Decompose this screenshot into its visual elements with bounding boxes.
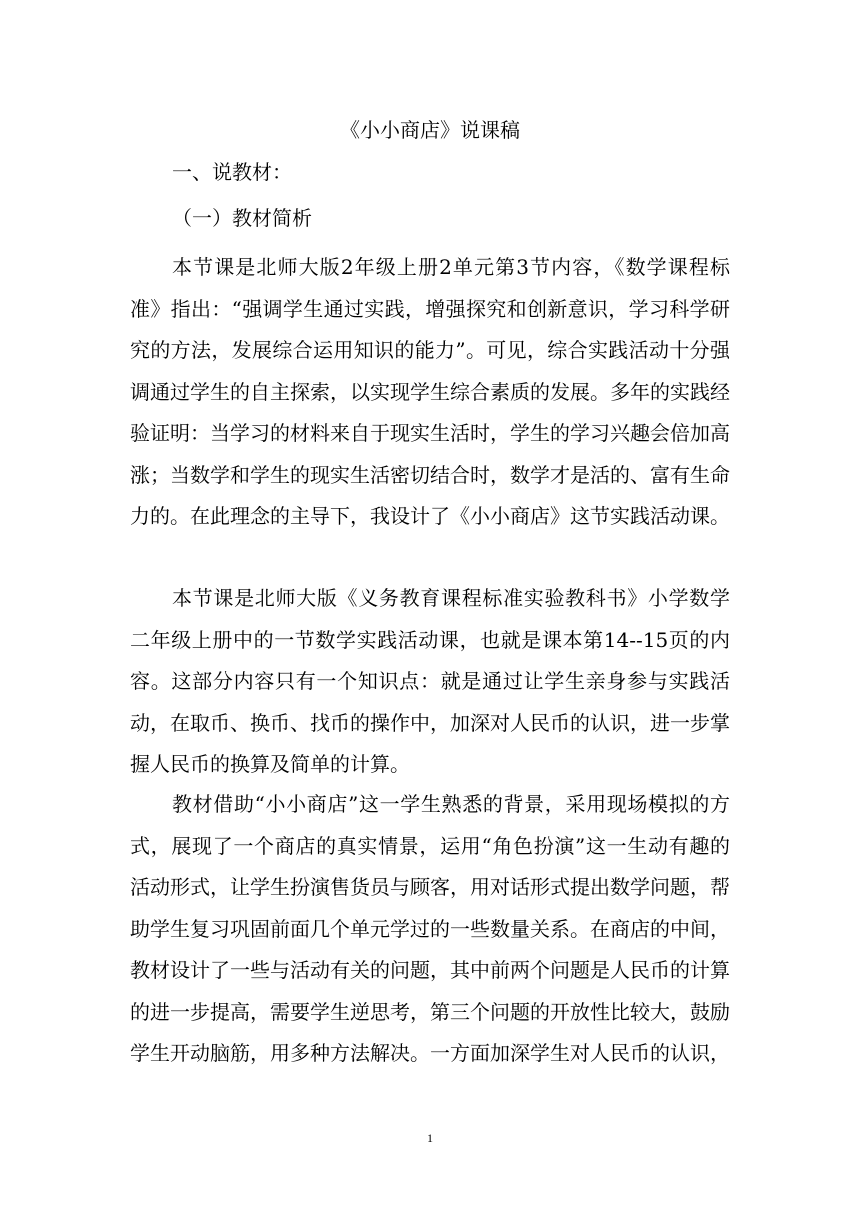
page-number: 1	[427, 1131, 433, 1145]
body-paragraph-2: 本节课是北师大版《义务教育课程标准实验教科书》小学数学二年级上册中的一节数学实践活动课，也就是课本第14--15页的内容。这部分内容只有一个知识点：就是通过让学生亲身参与实践活动，在取币、换币、找币的操作中，加深对人民币的认识，进一步掌握人民币的换算及简单的计算。	[130, 586, 730, 776]
subsection-heading: （一）教材简析	[172, 206, 312, 230]
document-title: 《小小商店》说课稿	[340, 118, 520, 142]
section-heading: 一、说教材：	[172, 160, 292, 184]
body-paragraph-1: 本节课是北师大版2年级上册2单元第3节内容，《数学课程标准》指出：“强调学生通过实践，增强探究和创新意识，学习科学研究的方法，发展综合运用知识的能力”。可见，综合实践活动十分强调通过学生的自主探索，以实现学生综合素质的发展。多年的实践经验证明：当学习的材料来自于现实生活时，学生的学习兴趣会倍加高涨；当数学和学生的现实生活密切结合时，数学才是活的、富有生命力的。在此理念的主导下，我设计了《小小商店》这节实践活动课。	[130, 255, 730, 528]
body-paragraph-3: 教材借助“小小商店”这一学生熟悉的背景，采用现场模拟的方式，展现了一个商店的真实情景，运用“角色扮演”这一生动有趣的活动形式，让学生扮演售货员与顾客，用对话形式提出数学问题，帮助学生复习巩固前面几个单元学过的一些数量关系。在商店的中间，教材设计了一些与活动有关的问题，其中前两个问题是人民币的计算的进一步提高，需要学生逆思考，第三个问题的开放性比较大，鼓励学生开动脑筋，用多种方法解决。一方面加深学生对人民币的认识，	[130, 792, 730, 1065]
